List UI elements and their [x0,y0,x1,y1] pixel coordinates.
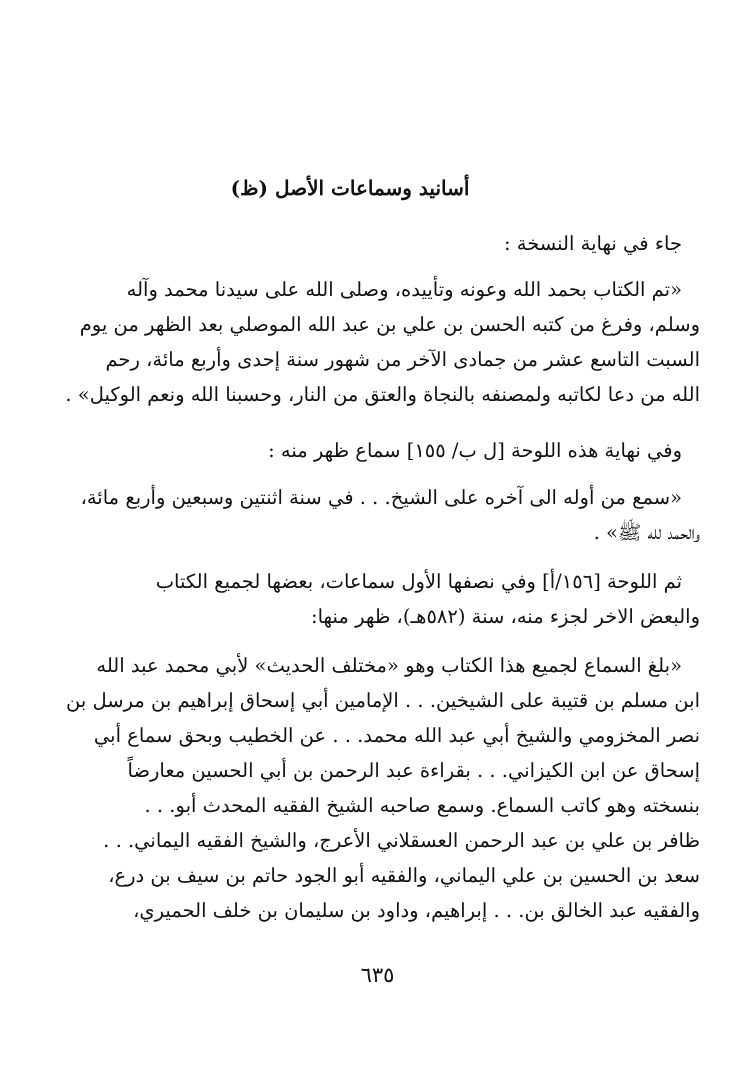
text-line: سعد بن الحسين بن علي اليماني، والفقيه أبو الجود حاتم بن سيف بن درع، [108,864,700,887]
text-line: الله من دعا لكاتبه ولمصنفه بالنجاة والعتق من النار، وحسبنا الله ونعم الوكيل» . [65,383,700,406]
text-line: جاء في نهاية النسخة : [503,232,682,255]
audition-quote-paragraph [78,480,700,550]
section-heading: أسانيد وسماعات الأصل (ظ) [230,176,470,200]
text-line: «سمع من أوله الى آخره على الشيخ. . . في سنة اثنتين وسبعين وأربع مائة، [80,486,682,509]
text-line: «بلغ السماع لجميع هذا الكتاب وهو «مختلف الحديث» لأبي محمد عبد الله [96,654,682,677]
text-line: ظافر بن علي بن عبد الرحمن العسقلاني الأعرج، والشيخ الفقيه اليماني. . . [103,829,700,852]
text-line: والفقيه عبد الخالق بن. . . إبراهيم، وداود بن سليمان بن خلف الحميري، [133,899,700,922]
text-line: «تم الكتاب بحمد الله وعونه وتأييده، وصلى الله على سيدنا محمد وآله [126,278,682,301]
intro-text [78,226,700,261]
text-line: وسلم، وفرغ من كتبه الحسن بن علي بن عبد الله الموصلي بعد الظهر من يوم [79,313,700,336]
audition-record-paragraph [66,648,700,928]
page-number: ٦٣٥ [360,963,395,987]
text-line: السبت التاسع عشر من جمادى الآخر من شهور سنة إحدى وأربع مائة، رحم [105,348,700,371]
folio-note-paragraph [78,564,700,634]
text-line: والبعض الاخر لجزء منه، سنة (٥٨٢هـ)، ظهر منها: [311,605,700,628]
text-line: إسحاق عن ابن الكيزاني. . . بقراءة عبد الرحمن بن أبي الحسين معارضاً [127,759,700,782]
text-line: ابن مسلم بن قتيبة على الشيخين. . . الإمامين أبي إسحاق إبراهيم بن مرسل بن [66,689,700,712]
text-line: نصر المخزومي والشيخ أبي عبد الله محمد. . . عن الخطيب وبحق سماع أبي [93,724,700,747]
text-line: ثم اللوحة [١٥٦/أ] وفي نصفها الأول سماعات، بعضها لجميع الكتاب [155,570,682,593]
text-line: والحمد لله ﷺ» . [593,521,700,544]
text-line: بنسخته وهو كاتب السماع. وسمع صاحبه الشيخ الفقيه المحدث أبو. . . [144,794,700,817]
text-line: وفي نهاية هذه اللوحة [ل ب/ ١٥٥] سماع ظهر منه : [268,439,682,462]
audition-note-paragraph [78,433,700,468]
colophon-paragraph [65,272,700,412]
